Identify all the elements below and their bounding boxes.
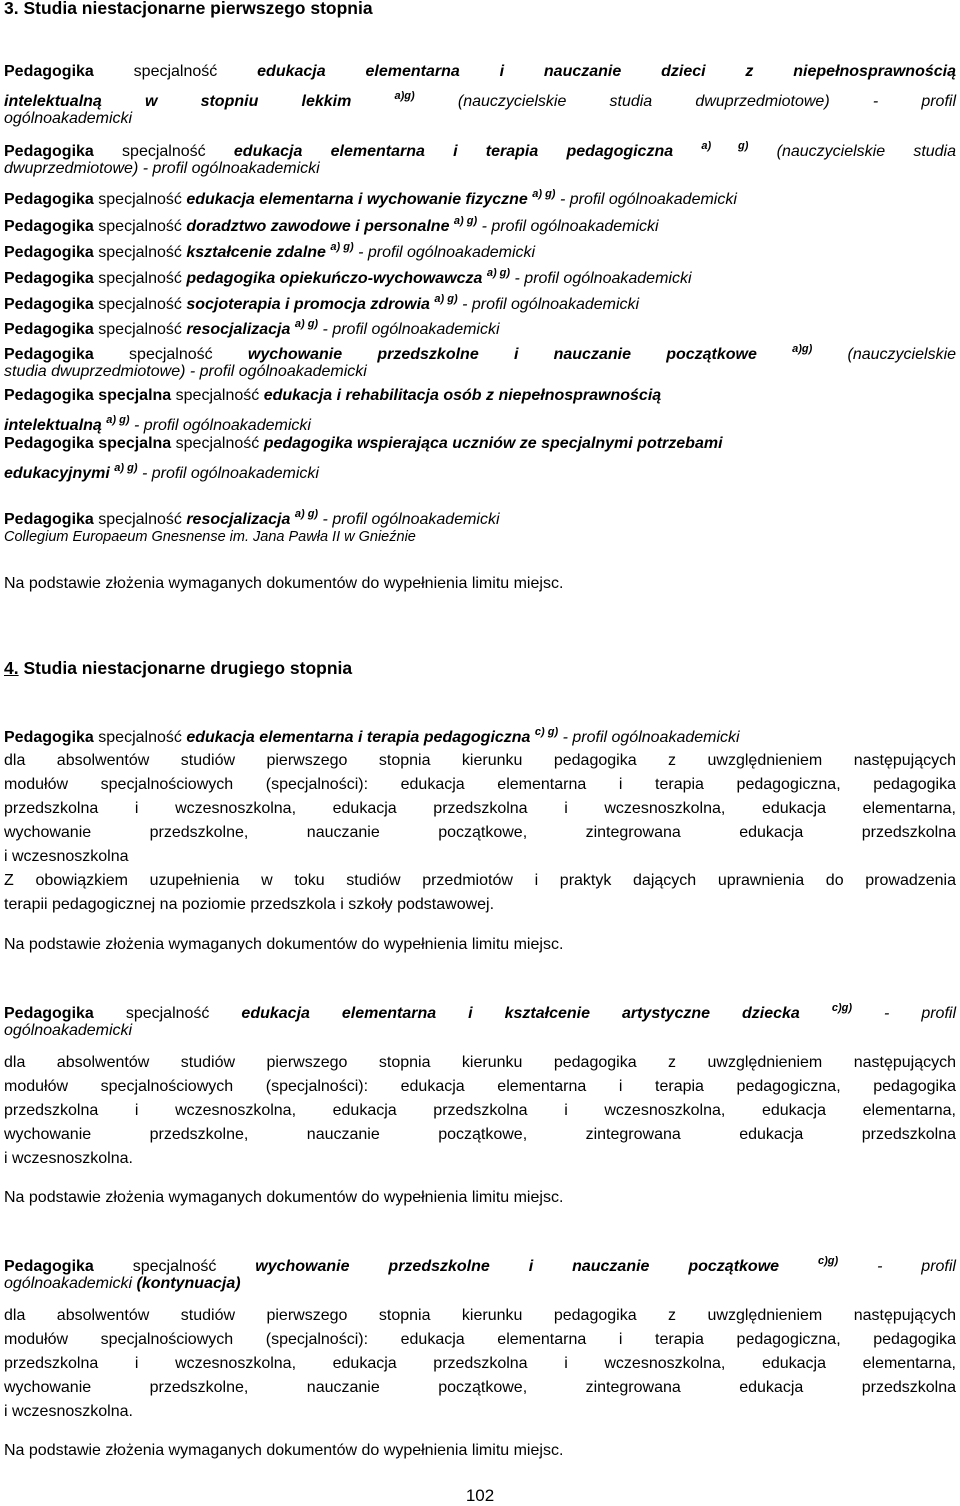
entry-line: Pedagogika specjalność edukacja elementarna i terapia pedagogiczna $^{c) g)}$ - profil ogólnoakademicki xyxy=(4,726,740,746)
entry-line: dwuprzedmiotowe) - profil ogólnoakademicki xyxy=(4,160,320,177)
paragraph-line: modułów specjalnościowych (specjalności): edukacja elementarna i terapia pedagogiczna, pedagogika xyxy=(4,776,956,793)
entry-line: Pedagogika specjalność kształcenie zdalne $^{a) g)}$ - profil ogólnoakademicki xyxy=(4,241,536,261)
entry-line: Pedagogika specjalność edukacja elementarna i kształcenie artystyczne dziecka $^{c)g)}$ - profil xyxy=(4,1002,956,1022)
entry-line: Pedagogika specjalność pedagogika opiekuńczo-wychowawcza $^{a) g)}$ - profil ogólnoakademicki xyxy=(4,267,692,287)
entry-line: Pedagogika specjalność edukacja elementarna i terapia pedagogiczna $^{a) g)}$ (nauczycielskie studia xyxy=(4,140,957,160)
section-3-heading: 3. Studia niestacjonarne pierwszego stopnia xyxy=(4,0,373,18)
paragraph-line: wychowanie przedszkolne, nauczanie początkowe, zintegrowana edukacja przedszkolna xyxy=(4,1126,956,1143)
entry-line: ogólnoakademicki xyxy=(4,1022,133,1039)
entry-line: Pedagogika specjalność wychowanie przedszkolne i nauczanie początkowe $^{c)g)}$ - profil xyxy=(4,1255,956,1275)
entry-line: Pedagogika specjalność wychowanie przedszkolne i nauczanie początkowe $^{a)g)}$ (nauczycielskie xyxy=(4,343,957,363)
entry-line: Pedagogika specjalność resocjalizacja $^{a) g)}$ - profil ogólnoakademicki xyxy=(4,508,500,528)
entry-line: ogólnoakademicki xyxy=(4,110,133,127)
admission-note: Na podstawie złożenia wymaganych dokumentów do wypełnienia limitu miejsc. xyxy=(4,1442,564,1459)
entry-line: ogólnoakademicki (kontynuacja) xyxy=(4,1275,241,1292)
entry-line: Pedagogika specjalność edukacja elementarna i wychowanie fizyczne $^{a) g)}$ - profil ogólnoakademicki xyxy=(4,188,737,208)
section-4-heading: 4. Studia niestacjonarne drugiego stopnia xyxy=(4,658,353,678)
admission-note: Na podstawie złożenia wymaganych dokumentów do wypełnienia limitu miejsc. xyxy=(4,936,564,953)
entry-line: Pedagogika specjalna specjalność edukacja i rehabilitacja osób z niepełnosprawnością xyxy=(4,387,662,404)
entry-line: edukacyjnymi $^{a) g)}$ - profil ogólnoakademicki xyxy=(4,462,319,482)
paragraph-line: wychowanie przedszkolne, nauczanie początkowe, zintegrowana edukacja przedszkolna xyxy=(4,1379,956,1396)
paragraph-line: dla absolwentów studiów pierwszego stopnia kierunku pedagogika z uwzględnieniem następujących xyxy=(4,1307,956,1324)
entry-line: Pedagogika specjalność edukacja elementarna i nauczanie dzieci z niepełnosprawnością xyxy=(4,63,956,80)
entry-line: studia dwuprzedmiotowe) - profil ogólnoakademicki xyxy=(4,363,367,380)
paragraph-line: przedszkolna i wczesnoszkolna, edukacja przedszkolna i wczesnoszkolna, edukacja elementarna, xyxy=(4,1102,956,1119)
institution-name: Collegium Europaeum Gnesnense im. Jana Pawła II w Gnieźnie xyxy=(4,529,416,545)
entry-line: intelektualną $^{a) g)}$ - profil ogólnoakademicki xyxy=(4,414,311,434)
page-number: 102 xyxy=(465,1486,495,1505)
paragraph-line: i wczesnoszkolna. xyxy=(4,1403,133,1420)
paragraph-line: przedszkolna i wczesnoszkolna, edukacja przedszkolna i wczesnoszkolna, edukacja elementarna, xyxy=(4,1355,956,1372)
admission-note: Na podstawie złożenia wymaganych dokumentów do wypełnienia limitu miejsc. xyxy=(4,1189,564,1206)
paragraph-line: terapii pedagogicznej na poziomie przedszkola i szkoły podstawowej. xyxy=(4,896,495,913)
paragraph-line: Z obowiązkiem uzupełnienia w toku studiów przedmiotów i praktyk dających uprawnienia do prowadzenia xyxy=(4,872,956,889)
admission-note: Na podstawie złożenia wymaganych dokumentów do wypełnienia limitu miejsc. xyxy=(4,575,564,592)
paragraph-line: dla absolwentów studiów pierwszego stopnia kierunku pedagogika z uwzględnieniem następujących xyxy=(4,1054,956,1071)
entry-line: Pedagogika specjalność doradztwo zawodowe i personalne $^{a) g)}$ - profil ogólnoakademicki xyxy=(4,215,659,235)
entry-line: Pedagogika specjalność socjoterapia i promocja zdrowia $^{a) g)}$ - profil ogólnoakademicki xyxy=(4,293,640,313)
paragraph-line: modułów specjalnościowych (specjalności): edukacja elementarna i terapia pedagogiczna, pedagogika xyxy=(4,1078,956,1095)
paragraph-line: wychowanie przedszkolne, nauczanie początkowe, zintegrowana edukacja przedszkolna xyxy=(4,824,956,841)
paragraph-line: i wczesnoszkolna xyxy=(4,848,129,865)
entry-line: Pedagogika specjalność resocjalizacja $^{a) g)}$ - profil ogólnoakademicki xyxy=(4,318,500,338)
entry-line: Pedagogika specjalna specjalność pedagogika wspierająca uczniów ze specjalnymi potrzebami xyxy=(4,435,723,452)
paragraph-line: przedszkolna i wczesnoszkolna, edukacja przedszkolna i wczesnoszkolna, edukacja elementarna, xyxy=(4,800,956,817)
paragraph-line: i wczesnoszkolna. xyxy=(4,1150,133,1167)
entry-line: intelektualną w stopniu lekkim $^{a)g)}$ (nauczycielskie studia dwuprzedmiotowe) - profil xyxy=(4,90,956,110)
paragraph-line: modułów specjalnościowych (specjalności): edukacja elementarna i terapia pedagogiczna, pedagogika xyxy=(4,1331,956,1348)
paragraph-line: dla absolwentów studiów pierwszego stopnia kierunku pedagogika z uwzględnieniem następujących xyxy=(4,752,956,769)
